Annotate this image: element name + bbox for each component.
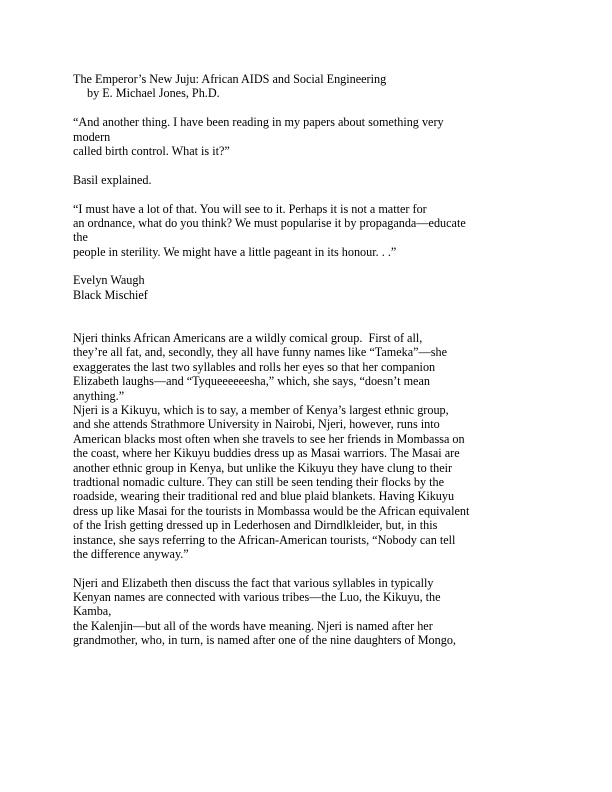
text-line: exaggerates the last two syllables and rolls her eyes so that her companion <box>73 359 436 374</box>
text-line: the <box>73 230 88 245</box>
text-line: of the Irish getting dressed up in Lederhosen and Dirndlkleider, but, in this <box>73 518 438 533</box>
text-line: tradtional nomadic culture. They can still be seen tending their flocks by the <box>73 474 445 489</box>
epigraph-paragraph-1 <box>73 115 543 158</box>
text-line: “And another thing. I have been reading in my papers about something very <box>73 115 444 130</box>
text-line: called birth control. What is it?” <box>73 143 230 158</box>
text-line: roadside, wearing their traditional red and blue plaid blankets. Having Kikuyu <box>73 489 455 504</box>
text-line: instance, she says referring to the African-American tourists, “Nobody can tell <box>73 532 456 547</box>
text-line: Njeri is a Kikuyu, which is to say, a member of Kenya’s largest ethnic group, <box>73 403 449 417</box>
text-line: the coast, where her Kikuyu buddies dress up as Masai warriors. The Masai are <box>73 446 460 461</box>
text-line: and she attends Strathmore University in Nairobi, Njeri, however, runs into <box>73 417 440 432</box>
article-byline: by E. Michael Jones, Ph.D. <box>87 86 220 101</box>
text-line: the difference anyway.” <box>73 546 189 561</box>
epigraph-source: Black Mischief <box>73 287 148 302</box>
epigraph-paragraph-3 <box>73 202 543 260</box>
epigraph-author: Evelyn Waugh <box>73 273 145 288</box>
text-line: Kenyan names are connected with various tribes—the Luo, the Kikuyu, the <box>73 590 441 605</box>
text-line: people in sterility. We might have a little pageant in its honour. . .” <box>73 244 397 259</box>
text-line: grandmother, who, in turn, is named after one of the nine daughters of Mongo, <box>73 633 456 648</box>
text-line: American blacks most often when she travels to see her friends in Mombassa on <box>73 431 465 446</box>
document-content <box>73 72 543 648</box>
epigraph-attribution <box>73 273 543 302</box>
text-line: an ordnance, what do you think? We must popularise it by propaganda—educate <box>73 215 466 230</box>
text-line: they’re all fat, and, secondly, they all have funny names like “Tameka”—she <box>73 345 447 360</box>
text-line: the Kalenjin—but all of the words have meaning. Njeri is named after her <box>73 618 433 633</box>
epigraph-paragraph-2 <box>73 173 543 187</box>
text-line: Kamba, <box>73 604 112 619</box>
text-line: Njeri and Elizabeth then discuss the fact that various syllables in typically <box>73 575 434 590</box>
text-line: modern <box>73 129 111 144</box>
text-line: another ethnic group in Kenya, but unlike the Kikuyu they have clung to their <box>73 460 453 475</box>
body-paragraph-2 <box>73 576 543 648</box>
text-line: Basil explained. <box>73 172 152 187</box>
body-paragraph-1 <box>73 331 543 561</box>
text-line: Elizabeth laughs—and “Tyqueeeeeesha,” which, she says, “doesn’t mean <box>73 374 430 389</box>
text-line: anything.” <box>73 388 125 403</box>
text-line: dress up like Masai for the tourists in Mombassa would be the African equivalent <box>73 503 470 518</box>
text-line: Njeri thinks African Americans are a wildly comical group. First of all, <box>73 331 423 346</box>
article-title: The Emperor’s New Juju: African AIDS and Social Engineering <box>73 72 387 86</box>
text-line: “I must have a lot of that. You will see to it. Perhaps it is not a matter for <box>73 201 427 216</box>
